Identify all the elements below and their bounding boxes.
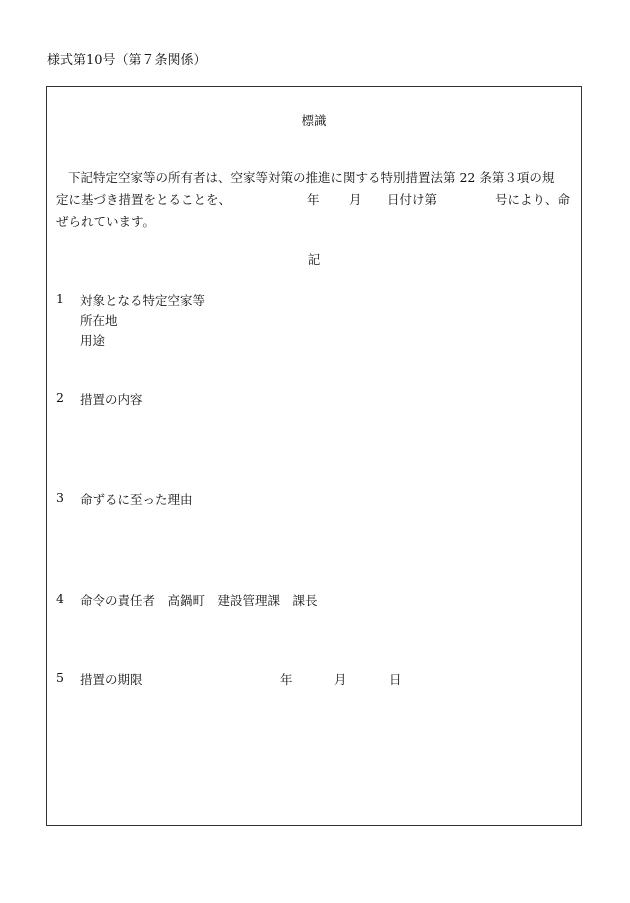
item-5-number: 5 — [56, 670, 64, 685]
item-1-use: 用途 — [80, 333, 106, 348]
item-4-number: 4 — [56, 591, 64, 606]
item-2-number: 2 — [56, 390, 64, 405]
item-1-location: 所在地 — [80, 313, 118, 328]
item-5-year: 年 — [280, 672, 293, 687]
item-5-label: 措置の期限 — [80, 672, 143, 687]
notice-year: 年 — [307, 192, 320, 207]
item-4-label: 命令の責任者 高鍋町 建設管理課 課長 — [80, 593, 318, 608]
item-1-number: 1 — [56, 291, 64, 306]
notice-order-number: 号により、命 — [495, 192, 571, 207]
notice-month: 月 — [349, 192, 362, 207]
ki-heading: 記 — [307, 252, 321, 267]
sign-title: 標識 — [301, 113, 327, 128]
sign-frame — [46, 86, 582, 826]
item-1-label: 対象となる特定空家等 — [80, 293, 206, 308]
notice-line-1: 下記特定空家等の所有者は、空家等対策の推進に関する特別措置法第 22 条第３項の規 — [68, 170, 555, 185]
item-3-label: 命ずるに至った理由 — [80, 492, 193, 507]
notice-line-2-start: 定に基づき措置をとることを、 — [56, 192, 232, 207]
notice-day: 日付け第 — [387, 192, 438, 207]
item-3-number: 3 — [56, 490, 64, 505]
item-5-month: 月 — [334, 672, 347, 687]
form-number: 様式第10号（第７条関係） — [47, 53, 207, 68]
item-5-day: 日 — [389, 672, 402, 687]
item-2-label: 措置の内容 — [80, 392, 143, 407]
notice-line-3: ぜられています。 — [56, 214, 156, 229]
